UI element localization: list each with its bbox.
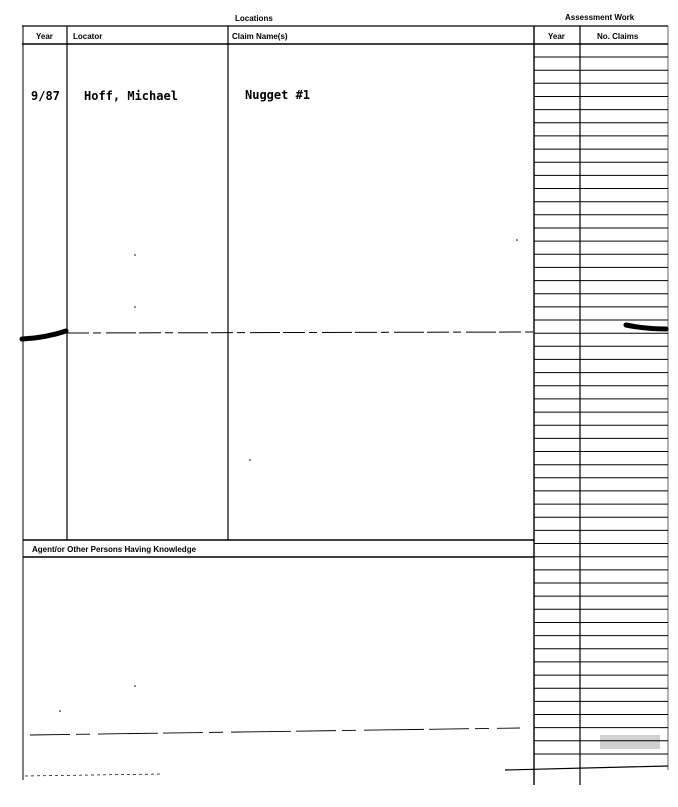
entry-year: 9/87 <box>31 89 60 103</box>
col-header-no-claims: No. Claims <box>597 32 639 41</box>
agent-section-label: Agent/or Other Persons Having Knowledge <box>32 545 197 554</box>
col-header-year: Year <box>36 32 53 41</box>
col-header-assessment-year: Year <box>548 32 565 41</box>
assessment-title: Assessment Work <box>565 13 635 22</box>
col-header-claim-names: Claim Name(s) <box>232 32 288 41</box>
entry-claim-name: Nugget #1 <box>245 88 311 102</box>
locations-title: Locations <box>235 14 273 23</box>
col-header-locator: Locator <box>73 32 103 41</box>
entry-locator: Hoff, Michael <box>84 89 178 103</box>
